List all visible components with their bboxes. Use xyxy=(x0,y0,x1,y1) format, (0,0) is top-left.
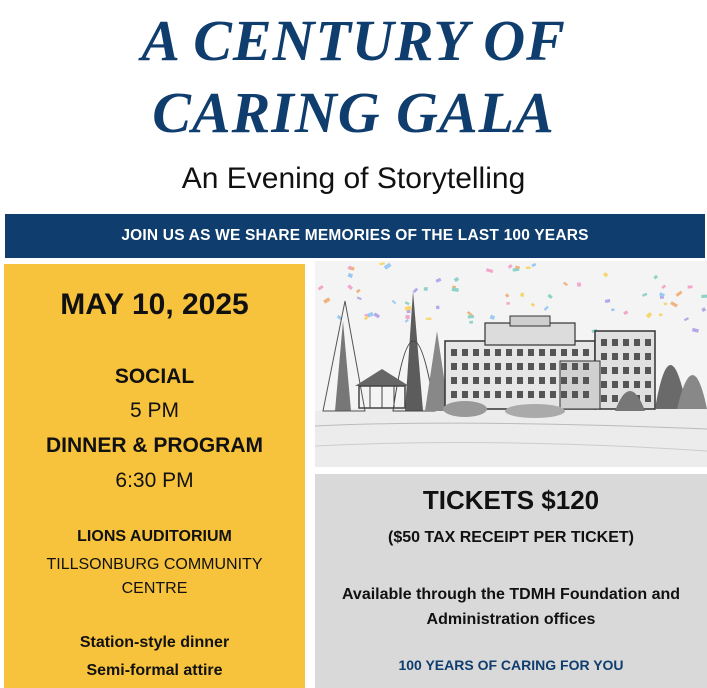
window xyxy=(528,377,534,384)
window xyxy=(583,377,589,384)
window xyxy=(550,377,556,384)
window xyxy=(462,363,468,370)
window xyxy=(517,377,523,384)
confetti-piece xyxy=(701,295,707,299)
window xyxy=(561,391,567,398)
window xyxy=(561,349,567,356)
confetti-piece xyxy=(405,315,410,319)
window xyxy=(528,349,534,356)
attire: Semi-formal attire xyxy=(86,662,223,679)
window xyxy=(572,349,578,356)
window xyxy=(528,363,534,370)
window xyxy=(539,391,545,398)
ticket-availability: Available through the TDMH Foundation and Administration offices xyxy=(341,586,681,628)
confetti-piece xyxy=(373,313,380,319)
confetti-piece xyxy=(436,278,442,283)
window xyxy=(451,363,457,370)
confetti-piece xyxy=(347,284,353,290)
window xyxy=(484,391,490,398)
window xyxy=(561,363,567,370)
window xyxy=(539,377,545,384)
confetti-piece xyxy=(348,273,354,278)
confetti-piece xyxy=(623,310,628,315)
confetti-piece xyxy=(357,297,362,301)
confetti-piece xyxy=(526,267,531,269)
window xyxy=(645,367,651,374)
window xyxy=(623,367,629,374)
window xyxy=(601,339,607,346)
social-label: SOCIAL xyxy=(114,365,195,388)
window xyxy=(462,377,468,384)
confetti-piece xyxy=(486,268,493,273)
dinner-program-time: 6:30 PM xyxy=(115,469,194,492)
confetti-piece xyxy=(577,282,581,286)
window xyxy=(634,339,640,346)
window xyxy=(583,363,589,370)
window xyxy=(645,395,651,402)
window xyxy=(462,349,468,356)
title-line-2: CARING GALA xyxy=(152,80,555,145)
window xyxy=(645,381,651,388)
window xyxy=(645,339,651,346)
banner: JOIN US AS WE SHARE MEMORIES OF THE LAST 100 YEARS xyxy=(5,214,705,258)
window xyxy=(550,349,556,356)
window xyxy=(550,363,556,370)
confetti-piece xyxy=(688,285,693,288)
confetti-piece xyxy=(661,285,666,289)
confetti-piece xyxy=(452,287,459,292)
window xyxy=(495,377,501,384)
window xyxy=(506,377,512,384)
window xyxy=(495,391,501,398)
confetti-piece xyxy=(653,275,658,280)
window xyxy=(572,363,578,370)
confetti-piece xyxy=(318,285,324,291)
confetti-piece xyxy=(436,305,440,309)
confetti-piece xyxy=(520,293,524,298)
window xyxy=(612,381,618,388)
window xyxy=(484,363,490,370)
window xyxy=(601,367,607,374)
window xyxy=(601,395,607,402)
window xyxy=(612,353,618,360)
window xyxy=(451,349,457,356)
confetti-piece xyxy=(426,318,432,320)
window xyxy=(623,339,629,346)
window xyxy=(572,391,578,398)
window xyxy=(583,349,589,356)
event-details-panel xyxy=(4,264,305,688)
window xyxy=(473,363,479,370)
tax-receipt: ($50 TAX RECEIPT PER TICKET) xyxy=(388,529,634,546)
title-line-1: A CENTURY OF xyxy=(141,8,566,73)
window xyxy=(572,377,578,384)
confetti-piece xyxy=(384,263,392,270)
confetti-piece xyxy=(505,293,509,297)
confetti-piece xyxy=(547,294,552,299)
window xyxy=(634,353,640,360)
window xyxy=(634,381,640,388)
confetti-piece xyxy=(611,308,615,311)
confetti-piece xyxy=(392,300,397,304)
confetti-piece xyxy=(646,312,652,318)
window xyxy=(473,391,479,398)
window xyxy=(462,391,468,398)
window xyxy=(506,391,512,398)
window xyxy=(451,391,457,398)
window xyxy=(645,353,651,360)
window xyxy=(601,381,607,388)
window xyxy=(495,363,501,370)
window xyxy=(473,349,479,356)
confetti-piece xyxy=(323,297,330,303)
tickets-panel xyxy=(315,474,707,688)
window xyxy=(473,377,479,384)
hospital-sketch-illustration xyxy=(315,261,707,467)
window xyxy=(517,349,523,356)
subtitle: An Evening of Storytelling xyxy=(181,162,526,195)
confetti-piece xyxy=(605,299,611,303)
window xyxy=(484,349,490,356)
tagline: 100 YEARS OF CARING FOR YOU xyxy=(398,657,624,673)
window xyxy=(506,363,512,370)
confetti-piece xyxy=(603,272,608,277)
confetti-piece xyxy=(531,263,536,267)
dinner-program-label: DINNER & PROGRAM xyxy=(45,434,263,457)
window xyxy=(623,353,629,360)
window xyxy=(539,363,545,370)
confetti-piece xyxy=(454,277,459,282)
window xyxy=(528,391,534,398)
social-time: 5 PM xyxy=(129,399,179,422)
confetti-piece xyxy=(670,301,678,307)
confetti-piece xyxy=(424,287,428,291)
window xyxy=(495,349,501,356)
confetti-piece xyxy=(676,291,683,297)
window xyxy=(561,377,567,384)
confetti-piece xyxy=(684,317,689,321)
window xyxy=(539,349,545,356)
window xyxy=(612,339,618,346)
window xyxy=(506,349,512,356)
confetti-piece xyxy=(531,303,535,307)
window xyxy=(517,363,523,370)
confetti-piece xyxy=(642,293,647,297)
window xyxy=(612,395,618,402)
window xyxy=(612,367,618,374)
window xyxy=(601,353,607,360)
confetti-piece xyxy=(379,262,385,265)
window xyxy=(583,391,589,398)
dinner-style: Station-style dinner xyxy=(79,634,230,651)
confetti-piece xyxy=(506,302,510,305)
confetti-piece xyxy=(664,303,667,305)
ticket-price: TICKETS $120 xyxy=(422,485,600,515)
confetti-piece xyxy=(692,328,699,333)
confetti-piece xyxy=(701,307,706,312)
confetti-piece xyxy=(659,313,662,316)
confetti-piece xyxy=(356,289,361,294)
event-date: MAY 10, 2025 xyxy=(60,288,249,321)
confetti-piece xyxy=(405,319,409,323)
window xyxy=(451,377,457,384)
window xyxy=(484,377,490,384)
confetti-piece xyxy=(490,315,495,320)
venue-name: LIONS AUDITORIUM xyxy=(77,528,232,545)
window xyxy=(623,381,629,388)
sketch-drawing xyxy=(315,261,707,467)
window xyxy=(517,391,523,398)
venue-location: TILLSONBURG COMMUNITY CENTRE xyxy=(46,556,263,597)
confetti-piece xyxy=(405,306,412,311)
confetti-piece xyxy=(563,282,568,286)
confetti-piece xyxy=(544,306,549,311)
confetti-piece xyxy=(405,301,410,305)
window xyxy=(634,367,640,374)
window xyxy=(550,391,556,398)
confetti-piece xyxy=(508,264,513,269)
confetti-piece xyxy=(469,321,473,324)
confetti-piece xyxy=(468,315,474,319)
confetti-piece xyxy=(413,288,418,293)
